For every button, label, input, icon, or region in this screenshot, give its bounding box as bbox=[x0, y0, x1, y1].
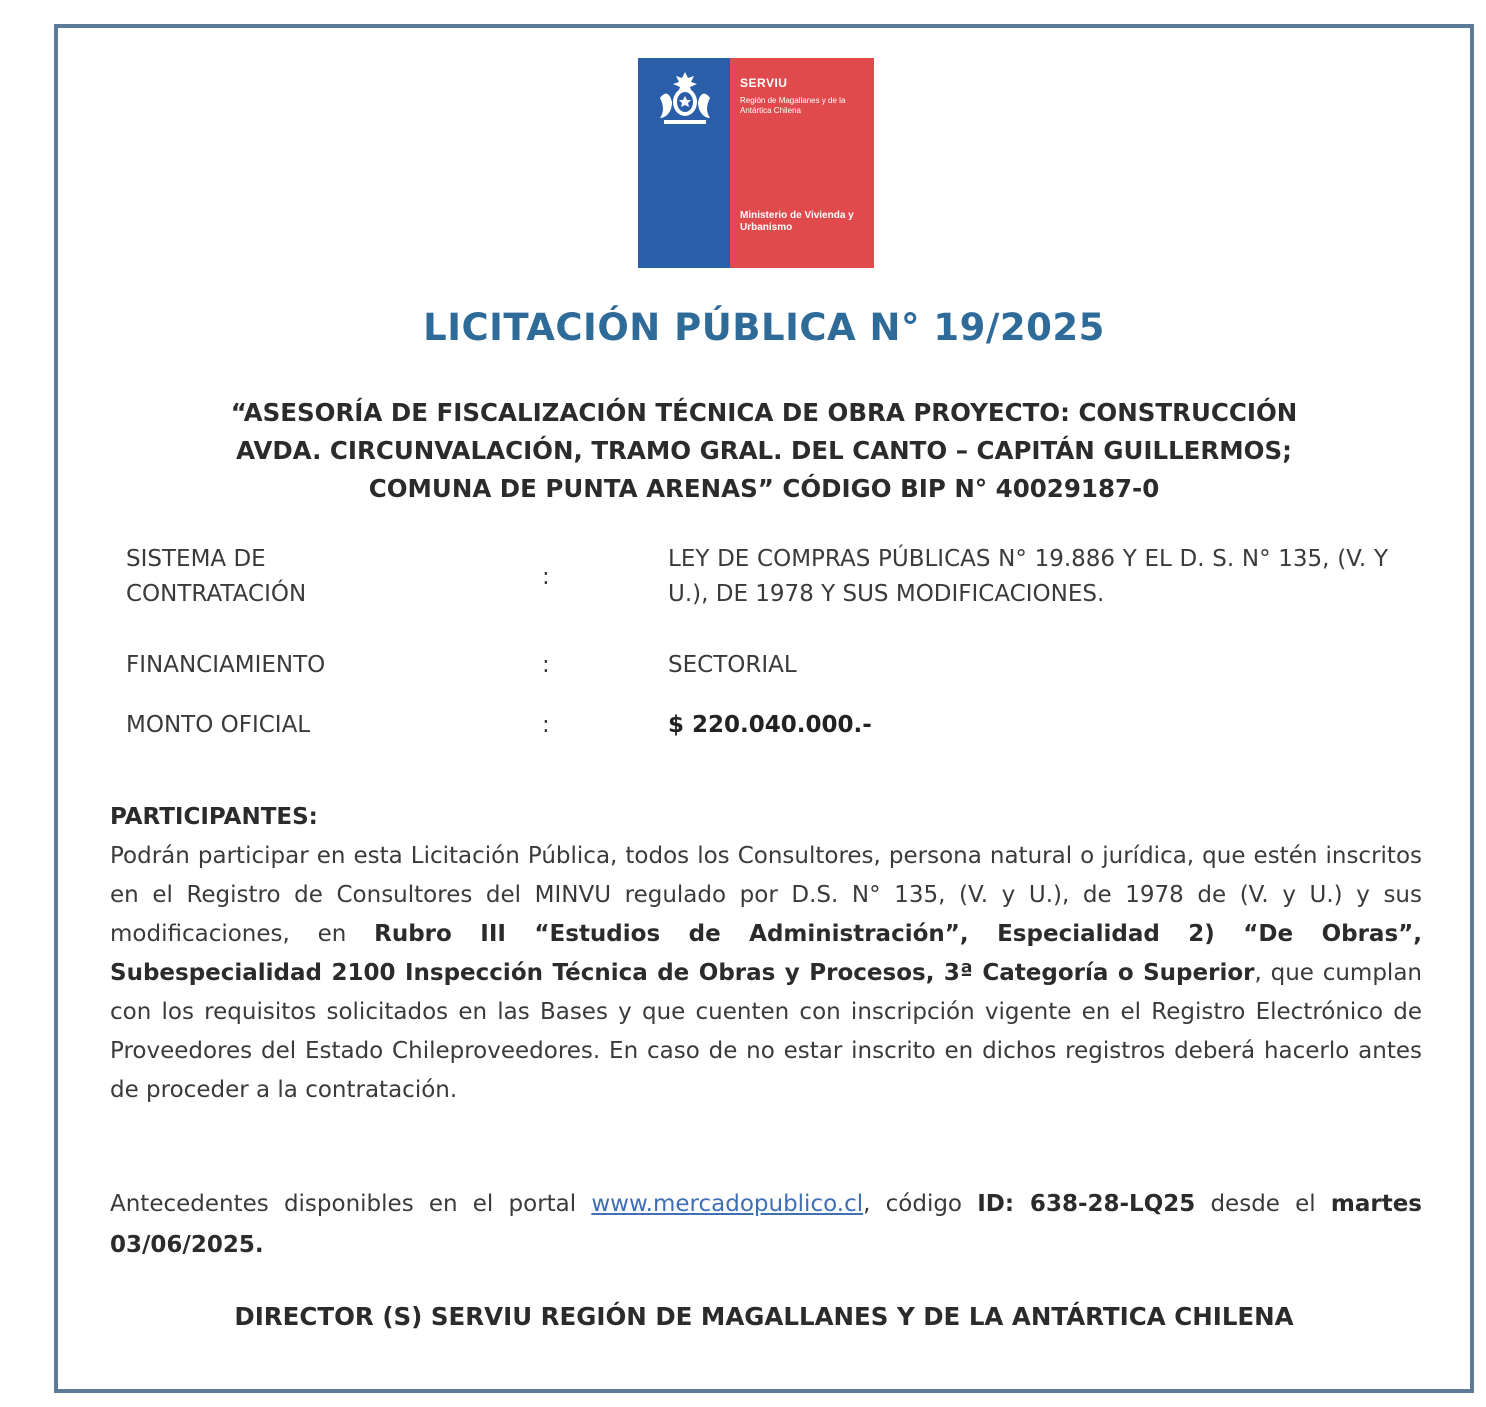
mercadopublico-link[interactable]: www.mercadopublico.cl bbox=[591, 1191, 864, 1217]
logo-region-text: Región de Magallanes y de la Antártica Chilena bbox=[740, 96, 846, 115]
tender-id-code: ID: 638-28-LQ25 bbox=[977, 1191, 1196, 1217]
logo-red-panel bbox=[730, 58, 874, 268]
notice-frame bbox=[54, 24, 1474, 1393]
spec-label: MONTO OFICIAL bbox=[126, 712, 311, 738]
participants-heading: PARTICIPANTES: bbox=[110, 804, 318, 830]
spec-row-amount bbox=[126, 708, 1390, 758]
project-title-line: “ASESORÍA DE FISCALIZACIÓN TÉCNICA DE OBRA PROYECTO: CONSTRUCCIÓN bbox=[230, 398, 1298, 427]
participants-text bbox=[110, 837, 1422, 1110]
tender-title: LICITACIÓN PÚBLICA N° 19/2025 bbox=[423, 306, 1105, 349]
participants-text-part: Podrán participar en esta Licitación Pública, todos los Consultores, persona natural o jurídica, que estén inscritos en el Registro de Consultores del MINVU regulado por D.S. N° 135, (V. y U.), de 1978 de (V. y U.) y sus modificaciones, en bbox=[110, 843, 1422, 947]
spec-value: SECTORIAL bbox=[668, 652, 797, 678]
spec-label-line: CONTRATACIÓN bbox=[126, 581, 307, 607]
project-title-line: COMUNA DE PUNTA ARENAS” CÓDIGO BIP N° 40029187-0 bbox=[368, 474, 1160, 503]
participants-text-part: , que cumplan con los requisitos solicitados en las Bases y que cuenten con inscripción vigente en el Registro Electrónico de Proveedores del Estado Chileproveedores. En caso de no estar inscrito en dichos registros deberá hacerlo antes de proceder a la contratación. bbox=[110, 960, 1422, 1103]
participants-section bbox=[110, 798, 1422, 1110]
spec-row-contracting bbox=[126, 542, 1390, 648]
director-signature: DIRECTOR (S) SERVIU REGIÓN DE MAGALLANES Y DE LA ANTÁRTICA CHILENA bbox=[234, 1302, 1294, 1331]
spec-row-financing bbox=[126, 648, 1390, 708]
spec-label: FINANCIAMIENTO bbox=[126, 652, 326, 678]
serviu-logo bbox=[638, 58, 874, 268]
coat-of-arms-icon bbox=[650, 68, 720, 128]
participants-category: Rubro III “Estudios de Administración”, Especialidad 2) “De Obras”, Subespecialidad 2100 Inspección Técnica de Obras y Procesos, 3ª Categoría o Superior bbox=[110, 921, 1422, 986]
logo-ministry-text: Ministerio de Vivienda y Urbanismo bbox=[740, 210, 854, 233]
project-title bbox=[114, 394, 1414, 508]
spec-colon: : bbox=[542, 652, 550, 678]
project-title-line: AVDA. CIRCUNVALACIÓN, TRAMO GRAL. DEL CANTO – CAPITÁN GUILLERMOS; bbox=[236, 436, 1292, 465]
spec-value: LEY DE COMPRAS PÚBLICAS N° 19.886 Y EL D. S. N° 135, (V. Y U.), DE 1978 Y SUS MODIFICACIONES. bbox=[668, 546, 1388, 607]
logo-blue-panel bbox=[638, 58, 730, 268]
antecedentes-section bbox=[110, 1184, 1422, 1266]
spec-value-amount: $ 220.040.000.- bbox=[668, 712, 872, 738]
spec-colon: : bbox=[542, 564, 550, 590]
antecedentes-text: desde el bbox=[1195, 1191, 1331, 1217]
availability-date: martes 03/06/2025. bbox=[110, 1191, 1422, 1258]
spec-colon: : bbox=[542, 712, 550, 738]
logo-brand-text: SERVIU bbox=[740, 76, 788, 90]
spec-label bbox=[126, 542, 486, 612]
antecedentes-text: Antecedentes disponibles en el portal bbox=[110, 1191, 592, 1217]
spec-label-line: SISTEMA DE bbox=[126, 546, 266, 572]
tender-specs bbox=[126, 542, 1390, 758]
antecedentes-text: , código bbox=[863, 1191, 978, 1217]
